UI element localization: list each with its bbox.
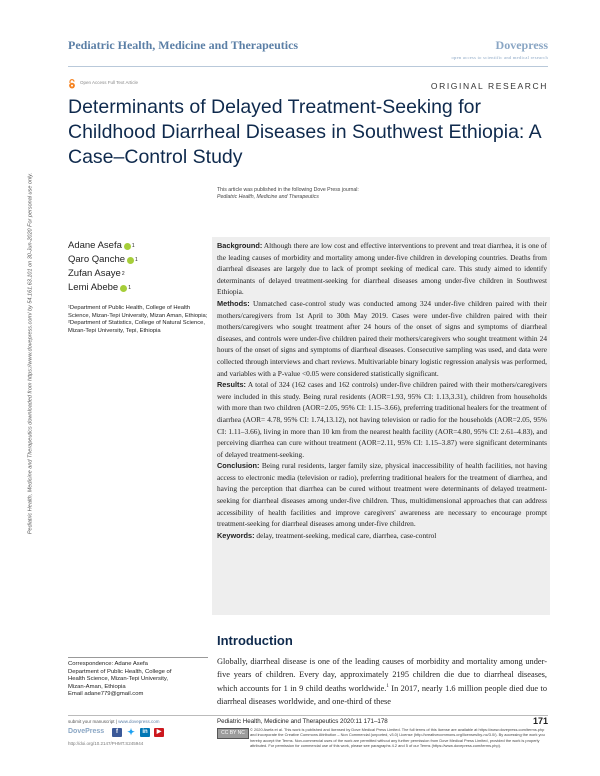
correspondence-divider: [68, 657, 208, 658]
footer-dovepress-logo[interactable]: DovePress: [68, 728, 105, 735]
author-list: [68, 239, 208, 295]
orcid-icon[interactable]: [127, 257, 134, 264]
intro-text-part: Globally, diarrheal disease is one of the leading causes of morbidity and mortality among under-five years of children. Every day, approximately 2195 children die due to diarrheal diseases, which accounts for 1 in 9 child deaths worldwide.: [217, 657, 547, 693]
correspondence-line: Health Science, Mizan-Tepi University,: [68, 676, 169, 683]
intro-text-part: In 2017, nearly 1.6 million people died due to diarrheal diseases worldwide, and one-third of these: [217, 683, 547, 706]
brand-tagline: open access to scientific and medical research: [451, 55, 548, 60]
submit-label[interactable]: submit your manuscript: [68, 719, 115, 724]
footer-journal-citation: Pediatric Health, Medicine and Therapeutics 2020:11 171–178: [217, 718, 388, 725]
abstract-text: Unmatched case-control study was conducted among 324 under-five children paired with their mothers/caregivers from 1st April to 30th May 2019. Cases were under-five children paired with their mothers/caregivers who sought treatment after 24 hours of the onset of signs and symptoms of diarrheal diseases, and controls were under-five children paired their mothers/caregivers who sought treatment within 24 hours of the onset of signs and symptoms of diarrheal diseases. Consecutive sampling was used, and data were collected through interviews and chart reviews. Multivariable binary logistic regression analysis was performed, and variables with a P-value <0.05 were considered statistically significant.: [217, 298, 547, 378]
author-name[interactable]: Lemi Abebe: [68, 282, 119, 293]
abstract-label: Results:: [217, 380, 246, 390]
correspondence-label: Correspondence: Adane Asefa: [68, 661, 148, 667]
introduction-text: [217, 656, 547, 708]
linkedin-icon[interactable]: in: [140, 728, 150, 737]
affiliations: ¹Department of Public Health, College of Health Science, Mizan-Tepi University, Mizan Aman, Ethiopia; ²Department of Statistics, College of Natural Science, Mizan-Tepi University, Tepi, Ethiopia: [68, 305, 208, 334]
submit-manuscript[interactable]: submit your manuscript | www.dovepress.com: [68, 719, 160, 724]
author: [68, 239, 208, 253]
footer-divider: [68, 715, 548, 716]
author-affiliation-sup: 1: [135, 257, 138, 263]
orcid-icon[interactable]: [124, 243, 131, 250]
author: [68, 281, 208, 295]
abstract-conclusion-section: [217, 460, 547, 530]
publication-journal: Pediatric Health, Medicine and Therapeutics: [217, 194, 319, 200]
keywords-text: delay, treatment-seeking, medical care, diarrhea, case-control: [256, 530, 437, 540]
abstract-label: Background:: [217, 241, 263, 250]
creative-commons-badge[interactable]: CC BY NC: [217, 728, 249, 739]
dovepress-logo[interactable]: Dovepress: [495, 38, 548, 52]
abstract-text: Being rural residents, larger family size, physical inaccessibility of health facilities, not having access to electronic media (television or radio), preferring traditional healers for the treatment of diarrhea, and having the perception that diarrhea can be cured without treatment were determinants of delayed treatment-seeking for diarrheal diseases among under-five children. Thus, multidimensional approaches that can address accessibility of health facilities and improve caregivers' awareness are necessary to encourage prompt treatment-seeking for diarrheal diseases among under-five children.: [217, 461, 547, 529]
publication-note: [217, 187, 547, 201]
author-name[interactable]: Zufan Asaye: [68, 268, 121, 279]
header-divider: [68, 66, 548, 67]
article-type: ORIGINAL RESEARCH: [430, 81, 548, 91]
correspondence-email[interactable]: Email adane779@gmail.com: [68, 691, 144, 698]
open-access-lock-icon: [68, 79, 76, 89]
license-text: © 2020 Asefa et al. This work is published and licensed by Dove Medical Press Limited. The full terms of this license are available at https://www.dovepress.com/terms.php and incorporate the Creative Commons Attribution – Non Commercial (unported, v3.0) License (http://creativecommons.org/licenses/by-nc/3.0/). By accessing the work you hereby accept the Terms. Non-commercial uses of the work are permitted without any further permission from Dove Medical Press Limited, provided the work is properly attributed. For permission for commercial use of this work, please see paragraphs 4.2 and 5 of our Terms (https://www.dovepress.com/terms.php).: [250, 727, 545, 749]
author-affiliation-sup: 1: [131, 243, 135, 249]
journal-name: Pediatric Health, Medicine and Therapeutics: [68, 38, 299, 52]
facebook-icon[interactable]: f: [112, 728, 122, 737]
submit-url[interactable]: www.dovepress.com: [118, 719, 160, 724]
author-name[interactable]: Adane Asefa: [68, 240, 122, 251]
correspondence-line: Mizan-Aman, Ethiopia: [68, 683, 126, 690]
abstract-label: Methods:: [217, 298, 250, 308]
introduction-heading: Introduction: [217, 633, 293, 648]
publication-note-line: This article was published in the following Dove Press journal:: [217, 187, 359, 193]
article-title: Determinants of Delayed Treatment-Seeking for Childhood Diarrheal Diseases in Southwest Ethiopia: A Case–Control Study: [68, 96, 541, 168]
youtube-icon[interactable]: ▶: [154, 728, 164, 737]
abstract-label: Keywords:: [217, 530, 255, 540]
abstract-methods-section: [217, 298, 547, 379]
abstract: [217, 240, 547, 541]
correspondence-line: Department of Public Health, College of: [68, 668, 172, 675]
orcid-icon[interactable]: [120, 285, 127, 292]
abstract-text: Although there are low cost and effective interventions to prevent and treat diarrhea, it is one of the leading causes of morbidity and mortality among under-five children in developing countries. Deaths from diarrheal diseases are largely due to lack of prompt seeking of medical care. This study aimed to identify determinants of delayed treatment-seeking for diarrheal diseases among under-five children in Southwest Ethiopia.: [217, 241, 547, 297]
author: [68, 253, 208, 267]
author-affiliation-sup: 2: [121, 271, 125, 277]
author: [68, 267, 208, 281]
open-access-label: Open Access Full Text Article: [80, 80, 138, 85]
author-affiliation-sup: 1: [128, 285, 131, 291]
author-name[interactable]: Qaro Qanche: [68, 254, 126, 265]
twitter-icon[interactable]: ✦: [127, 727, 135, 737]
abstract-keywords-section: [217, 530, 547, 542]
download-watermark: Pediatric Health, Medicine and Therapeutics downloaded from https://www.dovepress.com/ by 54.161.63.101 on 30-Jun-2020 For personal use only.: [27, 172, 34, 535]
abstract-results-section: [217, 379, 547, 460]
page-number: 171: [532, 716, 548, 726]
doi-link[interactable]: http://doi.org/10.2147/PHMT.S245944: [68, 741, 144, 746]
abstract-background-section: [217, 240, 547, 298]
abstract-label: Conclusion:: [217, 461, 260, 471]
correspondence: [68, 661, 213, 699]
abstract-text: A total of 324 (162 cases and 162 controls) under-five children paired with their mothers/caregivers were included in this study. Being rural residents (AOR=1.93, 95% CI: 1.13,3.31), children from households with more than two children (AOR=2.05, 95% CI: 1.15–3.66), preferring traditional healers for the treatment of diarrhea (AOR= 4.78, 95% CI: 1.74,13.12), not having television or radio for the households (AOR=2.05, 95% CI: 1.11–3.66), living in more than 10 km from the nearest health facility (AOR=4.80, 95% CI: 2.61–4.83), and perceiving diarrhea can cure without treatment (AOR=2.11, 95% CI: 1.15–3.87) were significant determinants of delayed treatment-seeking.: [217, 380, 547, 459]
reference-link[interactable]: 1: [386, 684, 389, 690]
